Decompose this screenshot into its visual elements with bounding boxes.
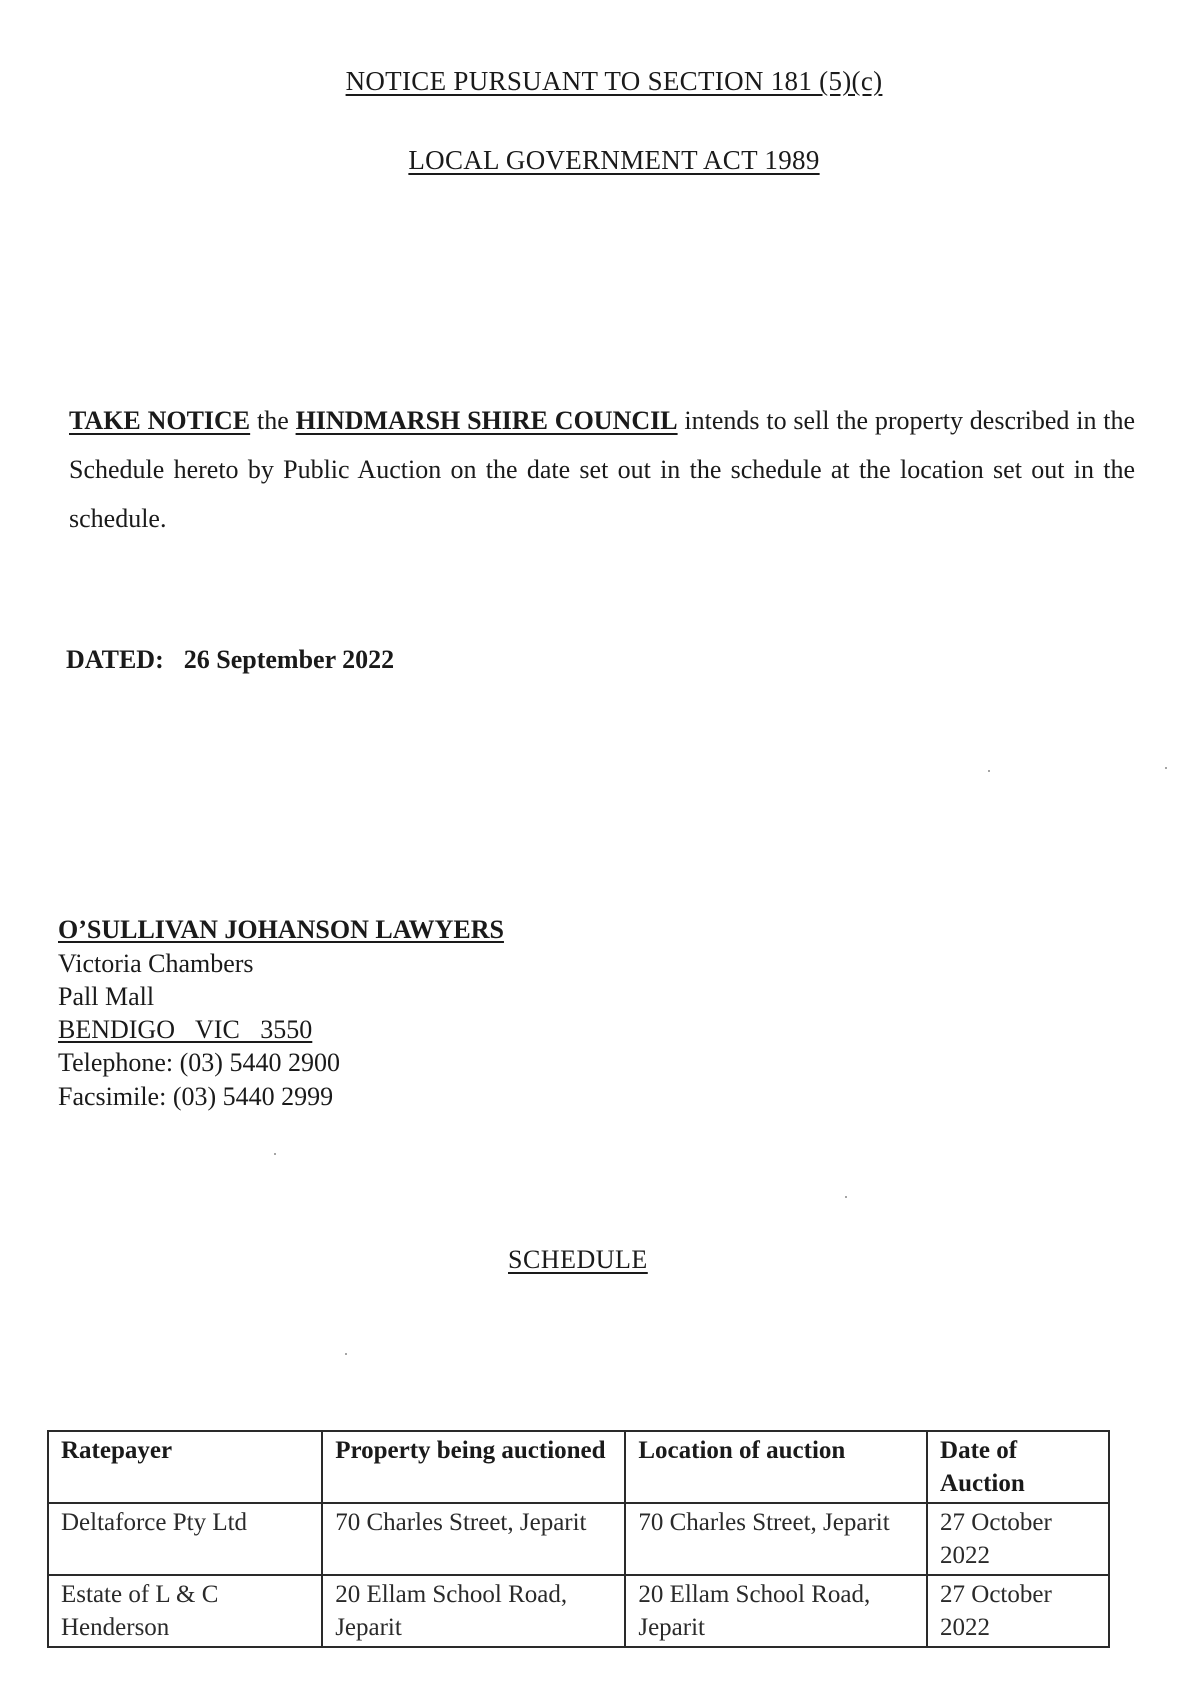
scan-speck [845, 1196, 847, 1198]
scan-speck [274, 1153, 276, 1155]
cell-property: 20 Ellam School Road, Jeparit [322, 1575, 625, 1647]
firm-address-line3: BENDIGO VIC 3550 [58, 1015, 313, 1044]
scan-speck [988, 770, 990, 772]
notice-the: the [256, 406, 289, 435]
firm-facsimile: Facsimile: (03) 5440 2999 [58, 1082, 334, 1111]
header-location: Location of auction [625, 1431, 927, 1503]
table-row [48, 1503, 1109, 1575]
cell-date: 27 October 2022 [927, 1575, 1109, 1647]
scan-speck [1165, 767, 1167, 769]
schedule-header-row [48, 1431, 1109, 1503]
dated-value: 26 September 2022 [183, 645, 395, 674]
notice-text: intends to sell the property described in the Schedule hereto by Public Auction on the date set out in the schedule at the location set out in the schedule. [69, 406, 1136, 533]
notice-title: NOTICE PURSUANT TO SECTION 181 (5)(c) [345, 66, 883, 96]
header-date: Date of Auction [927, 1431, 1109, 1503]
table-row [48, 1575, 1109, 1647]
cell-ratepayer: Estate of L & C Henderson [48, 1575, 322, 1647]
cell-location: 20 Ellam School Road, Jeparit [625, 1575, 927, 1647]
header-ratepayer: Ratepayer [48, 1431, 322, 1503]
header-property: Property being auctioned [322, 1431, 625, 1503]
cell-date: 27 October 2022 [927, 1503, 1109, 1575]
firm-telephone: Telephone: (03) 5440 2900 [58, 1048, 340, 1077]
firm-name: O’SULLIVAN JOHANSON LAWYERS [58, 915, 504, 944]
act-title: LOCAL GOVERNMENT ACT 1989 [408, 145, 820, 175]
cell-ratepayer: Deltaforce Pty Ltd [48, 1503, 322, 1575]
firm-address-line1: Victoria Chambers [58, 949, 254, 978]
firm-address-line2: Pall Mall [58, 982, 155, 1011]
schedule-title: SCHEDULE [508, 1245, 648, 1274]
cell-location: 70 Charles Street, Jeparit [625, 1503, 927, 1575]
dated-line [66, 645, 394, 675]
take-notice-label: TAKE NOTICE [69, 406, 251, 435]
notice-paragraph [69, 396, 1135, 543]
cell-property: 70 Charles Street, Jeparit [322, 1503, 625, 1575]
council-name: HINDMARSH SHIRE COUNCIL [295, 406, 678, 435]
scan-speck [345, 1353, 347, 1355]
schedule-table [47, 1430, 1110, 1648]
dated-label: DATED: [66, 645, 164, 674]
